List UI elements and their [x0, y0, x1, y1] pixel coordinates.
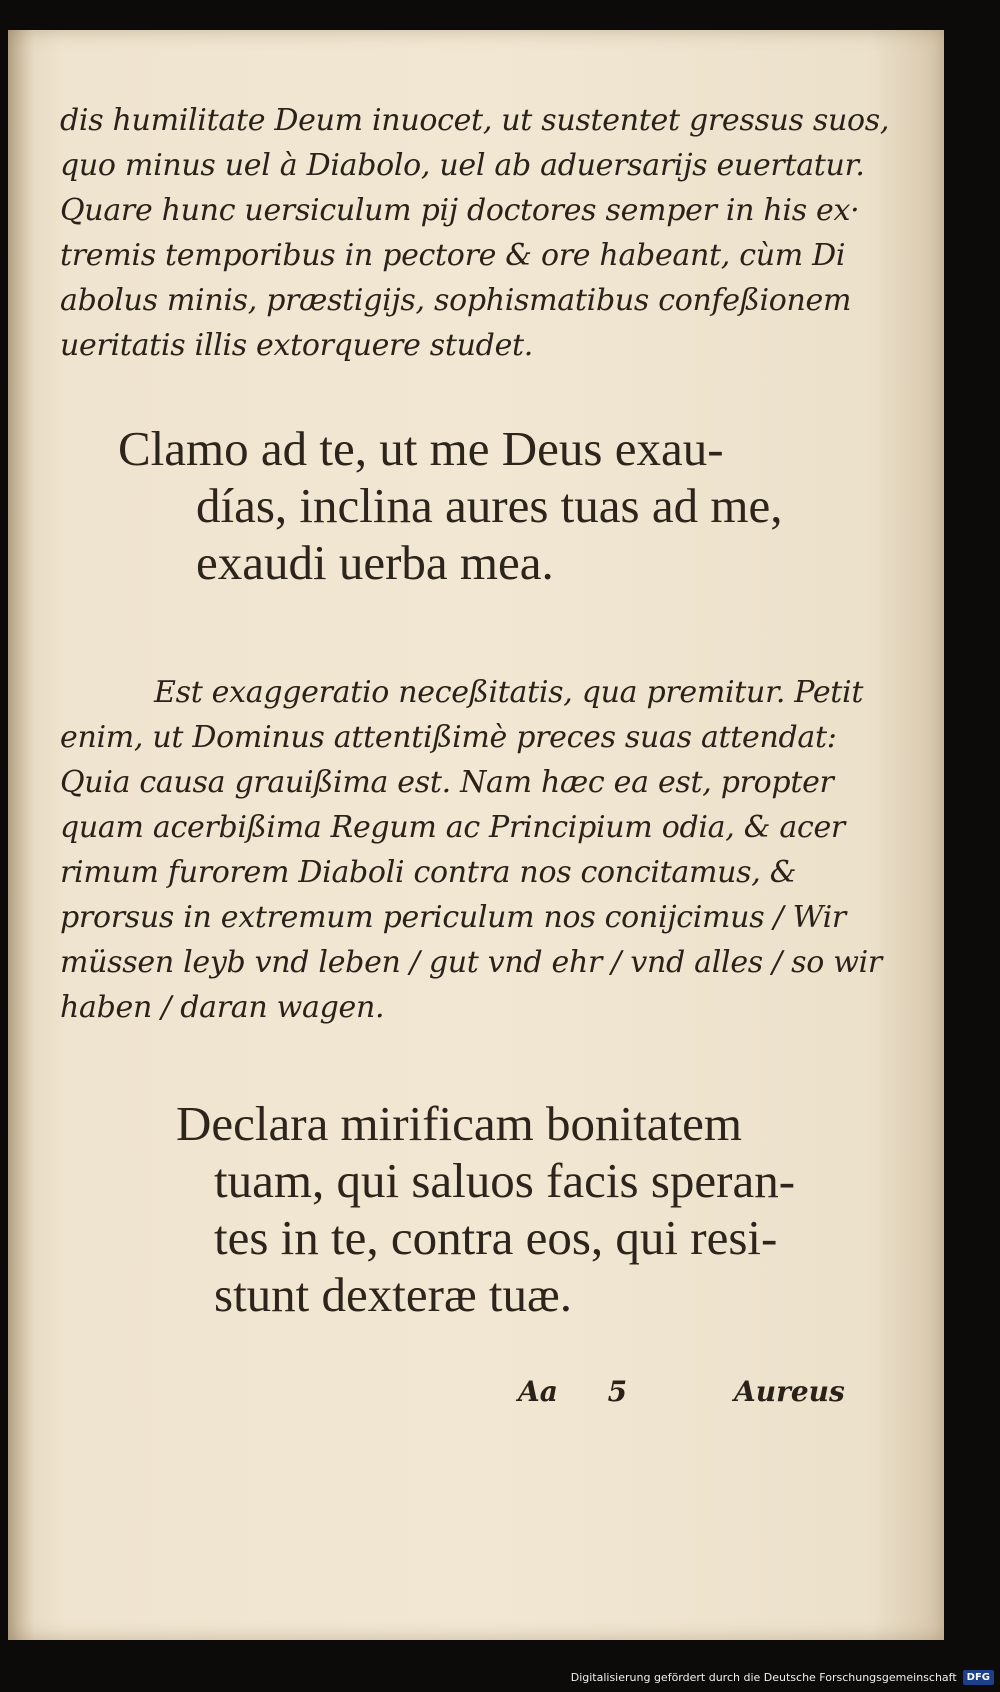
text-line: exaudi uerba mea.	[196, 535, 554, 590]
text-line: Clamo ad te, ut me Deus exau-	[118, 421, 724, 476]
text-line: müssen leyb vnd leben / gut vnd ehr / vnd alles / so wir	[60, 945, 882, 980]
text-line: tes in te, contra eos, qui resi-	[214, 1210, 778, 1265]
text-line: Quia causa grauißima est. Nam hæc ea est, propter	[60, 765, 834, 800]
text-line: abolus minis, præstigijs, sophismatibus confeßionem	[60, 283, 852, 318]
text-line: quo minus uel à Diabolo, uel ab aduersarijs euertatur.	[60, 148, 865, 183]
text-line: enim, ut Dominus attentißimè preces suas attendat:	[60, 720, 837, 755]
psalm-verse-2	[176, 1095, 856, 1323]
text-line: tremis temporibus in pectore & ore habeant, cùm Di	[60, 238, 846, 273]
footer-credit-text: Digitalisierung gefördert durch die Deutsche Forschungsgemeinschaft	[570, 1670, 957, 1684]
commentary-paragraph-1	[60, 98, 890, 368]
text-line: ueritatis illis extorquere studet.	[60, 328, 534, 363]
text-line: Est exaggeratio neceßitatis, qua premitur. Petit	[154, 675, 864, 710]
text-line: tuam, qui saluos facis speran-	[214, 1153, 796, 1208]
catchword: Aureus	[734, 1375, 845, 1408]
text-line: Quare hunc uersiculum pij doctores semper in his ex·	[60, 193, 860, 228]
book-page	[8, 30, 944, 1640]
text-line: quam acerbißima Regum ac Principium odia, & acer	[60, 810, 845, 845]
text-line: prorsus in extremum periculum nos conijcimus / Wir	[60, 900, 846, 935]
text-line: Declara mirificam bonitatem	[176, 1096, 742, 1151]
text-line: días, inclina aures tuas ad me,	[196, 478, 783, 533]
signature-mark	[518, 1375, 627, 1408]
text-line: stunt dexteræ tuæ.	[214, 1267, 572, 1322]
folio-number: 5	[607, 1375, 628, 1408]
page-gutter-shadow	[8, 30, 34, 1640]
signature-letters: Aa	[518, 1375, 558, 1408]
commentary-paragraph-2	[60, 670, 882, 1030]
text-line: rimum furorem Diaboli contra nos concitamus, &	[60, 855, 797, 890]
digitization-footer	[571, 1666, 994, 1688]
dfg-logo-icon: DFG	[963, 1670, 994, 1685]
text-line: haben / daran wagen.	[60, 990, 385, 1025]
text-line: dis humilitate Deum inuocet, ut sustentet gressus suos,	[60, 103, 890, 138]
psalm-verse-1	[118, 420, 838, 591]
